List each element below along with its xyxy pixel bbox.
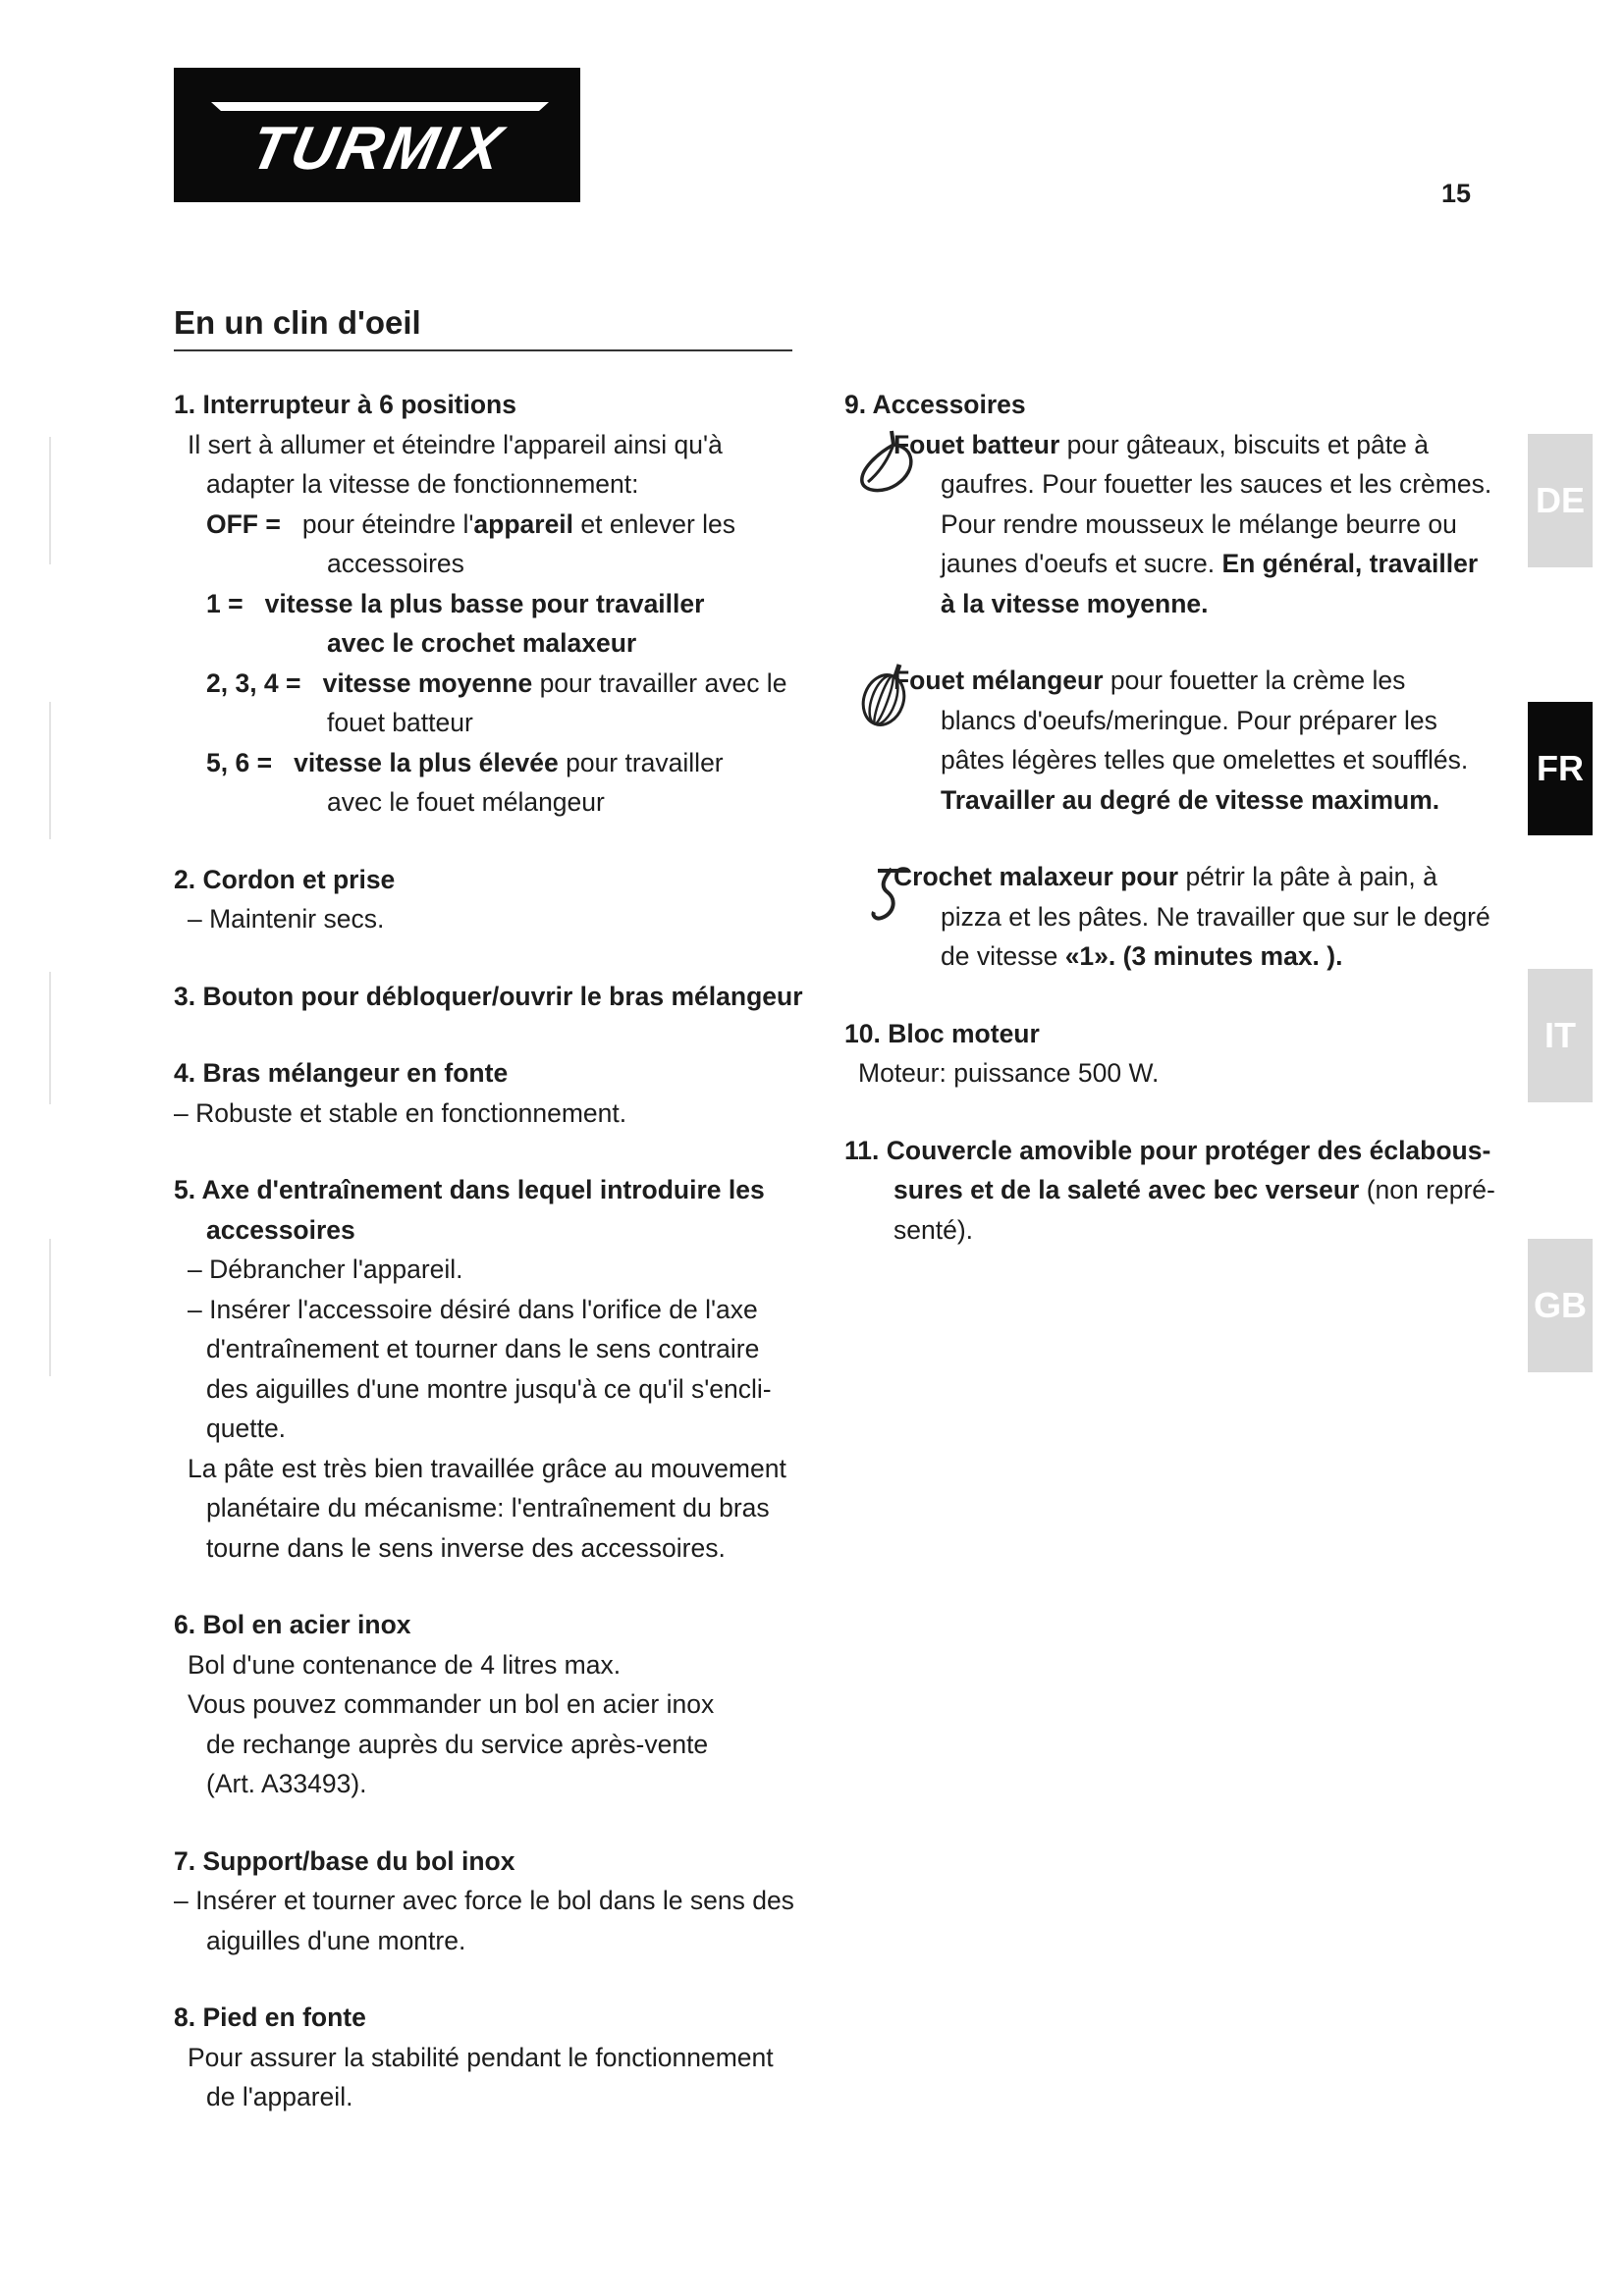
section-5-text: – Débrancher l'appareil. xyxy=(188,1255,463,1284)
scan-mark xyxy=(49,1239,51,1376)
page-title: En un clin d'oeil xyxy=(174,304,792,351)
section-8-heading: 8. Pied en fonte xyxy=(174,2002,366,2032)
section-10-text: Moteur: puissance 500 W. xyxy=(858,1058,1160,1088)
hook-entry xyxy=(844,857,1490,977)
turmix-logo-mark xyxy=(174,68,580,202)
speed-234-row-cont: fouet batteur xyxy=(327,708,473,737)
language-tab-de[interactable]: DE xyxy=(1528,434,1593,567)
whisk-line: Travailler au degré de vitesse maximum. xyxy=(941,784,1440,815)
whisk-entry xyxy=(844,661,1473,820)
section-1-heading: 1. Interrupteur à 6 positions xyxy=(174,390,516,419)
section-6-text: Vous pouvez commander un bol en acier inox xyxy=(188,1689,715,1719)
scan-mark xyxy=(49,972,51,1104)
section-5-text: quette. xyxy=(206,1414,287,1443)
section-6-heading: 6. Bol en acier inox xyxy=(174,1610,411,1639)
speed-1-row: 1 = vitesse la plus basse pour travailler xyxy=(206,588,705,618)
page-number: 15 xyxy=(1441,179,1472,208)
speed-56-row: 5, 6 = vitesse la plus élevée pour travailler xyxy=(206,747,724,777)
dough-hook-icon xyxy=(854,857,923,928)
section-2-heading: 2. Cordon et prise xyxy=(174,864,396,894)
whisk-icon xyxy=(854,661,923,731)
section-6-text: de rechange auprès du service après-vente xyxy=(206,1729,709,1759)
hook-line: Crochet malaxeur pour pétrir la pâte à pain, à xyxy=(893,862,1437,891)
speed-234-row: 2, 3, 4 = vitesse moyenne pour travailler avec le xyxy=(206,667,787,698)
whisk-line: pâtes légères telles que omelettes et soufflés. xyxy=(941,745,1469,774)
section-4-heading: 4. Bras mélangeur en fonte xyxy=(174,1058,509,1088)
beater-entry xyxy=(844,425,1492,624)
section-8-text: de l'appareil. xyxy=(206,2082,353,2111)
section-5-heading: 5. Axe d'entraînement dans lequel introduire les xyxy=(174,1175,765,1204)
right-column xyxy=(844,385,1495,1250)
section-5-heading-cont: accessoires xyxy=(206,1214,355,1245)
section-11-heading: 11. Couvercle amovible pour protéger des éclabous- xyxy=(844,1135,1491,1165)
section-5-text: tourne dans le sens inverse des accessoires. xyxy=(206,1532,726,1563)
whisk-line: Fouet mélangeur pour fouetter la crème les xyxy=(893,666,1406,695)
section-5-text: d'entraînement et tourner dans le sens contraire xyxy=(206,1334,760,1363)
scan-mark xyxy=(49,437,51,564)
scan-mark xyxy=(49,702,51,839)
speed-56-row-cont: avec le fouet mélangeur xyxy=(327,787,605,817)
section-11-heading-cont: sures et de la saleté avec bec verseur (non repré- xyxy=(893,1175,1495,1204)
section-5-text: – Insérer l'accessoire désiré dans l'orifice de l'axe xyxy=(188,1294,758,1324)
speed-off-row-cont: accessoires xyxy=(327,549,464,578)
whisk-line: blancs d'oeufs/meringue. Pour préparer les xyxy=(941,705,1437,735)
section-7-text: aiguilles d'une montre. xyxy=(206,1925,466,1955)
section-11-text: senté). xyxy=(893,1214,974,1245)
beater-icon xyxy=(854,427,923,498)
left-column xyxy=(174,385,802,2117)
section-7-text: – Insérer et tourner avec force le bol dans le sens des xyxy=(174,1886,794,1915)
beater-line: Pour rendre mousseux le mélange beurre ou xyxy=(941,508,1457,539)
section-6-text: Bol d'une contenance de 4 litres max. xyxy=(188,1649,622,1680)
language-tab-fr[interactable]: FR xyxy=(1528,702,1593,835)
section-6-text: (Art. A33493). xyxy=(206,1769,367,1798)
hook-line: de vitesse «1». (3 minutes max. ). xyxy=(941,941,1343,971)
section-3-heading: 3. Bouton pour débloquer/ouvrir le bras mélangeur xyxy=(174,981,803,1011)
speed-1-row-cont: avec le crochet malaxeur xyxy=(327,628,637,658)
language-tab-it[interactable]: IT xyxy=(1528,969,1593,1102)
beater-line: gaufres. Pour fouetter les sauces et les crèmes. xyxy=(941,469,1492,499)
section-1-text: Il sert à allumer et éteindre l'appareil ainsi qu'à xyxy=(188,429,723,459)
section-5-text: planétaire du mécanisme: l'entraînement du bras xyxy=(206,1493,770,1522)
section-8-text: Pour assurer la stabilité pendant le fonctionnement xyxy=(188,2042,774,2072)
section-5-text: La pâte est très bien travaillée grâce au mouvement xyxy=(188,1453,786,1483)
turmix-logo xyxy=(174,68,580,202)
logo-text: TURMIX xyxy=(244,114,511,183)
speed-off-key: OFF = xyxy=(206,508,281,539)
speed-234-key: 2, 3, 4 = xyxy=(206,667,301,698)
speed-56-key: 5, 6 = xyxy=(206,747,273,777)
language-tab-gb[interactable]: GB xyxy=(1528,1239,1593,1372)
section-1-text: adapter la vitesse de fonctionnement: xyxy=(206,469,639,499)
section-5-text: des aiguilles d'une montre jusqu'à ce qu'il s'encli- xyxy=(206,1373,772,1404)
section-4-text: – Robuste et stable en fonctionnement. xyxy=(174,1097,627,1128)
section-2-text: – Maintenir secs. xyxy=(188,904,385,934)
beater-line: Fouet batteur pour gâteaux, biscuits et pâte à xyxy=(893,429,1429,459)
speed-1-key: 1 = xyxy=(206,588,244,618)
section-10-heading: 10. Bloc moteur xyxy=(844,1018,1040,1048)
section-9-heading: 9. Accessoires xyxy=(844,390,1026,419)
section-7-heading: 7. Support/base du bol inox xyxy=(174,1845,515,1876)
hook-line: pizza et les pâtes. Ne travailler que sur le degré xyxy=(941,901,1490,932)
speed-off-row: OFF = pour éteindre l'appareil et enlever les xyxy=(206,508,736,539)
beater-line: jaunes d'oeufs et sucre. En général, travailler xyxy=(941,549,1479,578)
beater-line: à la vitesse moyenne. xyxy=(941,588,1209,618)
